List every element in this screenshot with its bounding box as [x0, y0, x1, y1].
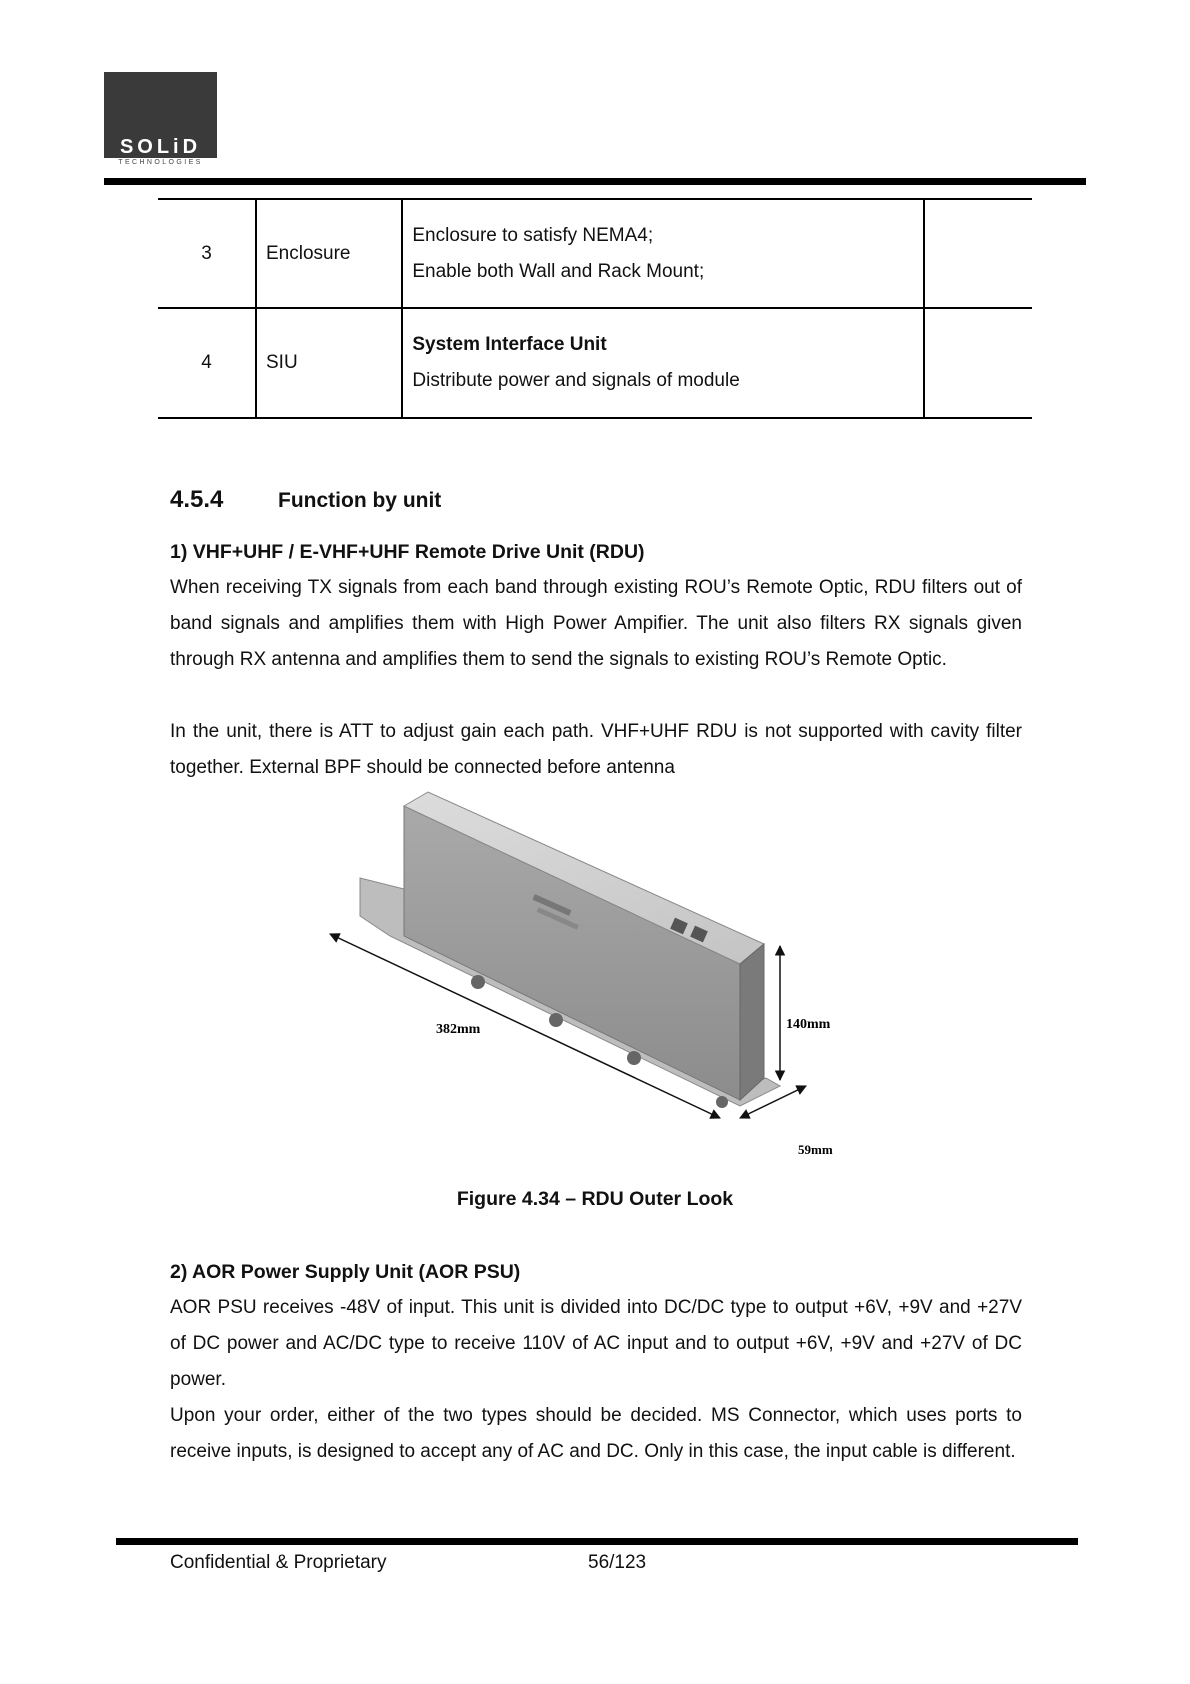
logo-subtitle: TECHNOLOGIES [118, 159, 203, 166]
row-description [402, 308, 924, 418]
table-row [158, 199, 1032, 308]
bolt [471, 975, 485, 989]
dimension-length-label: 382mm [436, 1022, 481, 1037]
desc-line: Enclosure to satisfy NEMA4; [412, 224, 654, 246]
psu-paragraph-1: AOR PSU receives -48V of input. This unit is divided into DC/DC type to output +6V, +9V and +27V of DC power and AC/DC type to receive 110V of AC input and to output +6V, +9V and +27V of DC power. [170, 1297, 1022, 1390]
enclosure-side [740, 944, 764, 1100]
dimension-depth-label: 59mm [798, 1142, 833, 1157]
desc-title: System Interface Unit [412, 334, 607, 355]
row-description [402, 199, 924, 308]
company-logo [104, 72, 217, 168]
footer-rule [116, 1538, 1078, 1545]
row-item: SIU [256, 308, 402, 418]
logo-block [104, 72, 217, 138]
bolt [627, 1051, 641, 1065]
section-heading [170, 486, 441, 514]
psu-paragraph-2: Upon your order, either of the two types should be decided. MS Connector, which uses ports to receive inputs, is designed to accept any of AC and DC. Only in this case, the input cable is different. [170, 1405, 1022, 1462]
rdu-figure [300, 786, 860, 1170]
dimension-height-label: 140mm [786, 1017, 831, 1032]
desc-line: Distribute power and signals of module [412, 370, 740, 391]
rdu-heading: 1) VHF+UHF / E-VHF+UHF Remote Drive Unit (RDU) [170, 541, 645, 563]
rdu-paragraph-2: In the unit, there is ATT to adjust gain each path. VHF+UHF RDU is not supported with cavity filter together. External BPF should be connected before antenna [170, 721, 1022, 778]
section-number: 4.5.4 [170, 486, 224, 513]
table-row [158, 308, 1032, 418]
bolt [549, 1013, 563, 1027]
enclosure-front [404, 806, 740, 1100]
spec-table [158, 198, 1032, 419]
footer-confidential: Confidential & Proprietary [170, 1552, 387, 1573]
figure-caption: Figure 4.34 – RDU Outer Look [456, 1188, 734, 1210]
row-number: 3 [158, 199, 256, 308]
row-remark [924, 199, 1032, 308]
page-number: 56/123 [588, 1552, 647, 1573]
header-rule [104, 178, 1086, 185]
section-title: Function by unit [278, 489, 442, 512]
row-number: 4 [158, 308, 256, 418]
rdu-paragraph-1: When receiving TX signals from each band through existing ROU’s Remote Optic, RDU filters out of band signals and amplifies them with High Power Ampifier. The unit also filters RX signals given through RX antenna and amplifies them to send the signals to existing ROU’s Remote Optic. [170, 577, 1022, 670]
logo-text: SOLiD [104, 136, 217, 158]
desc-line: Enable both Wall and Rack Mount; [412, 260, 705, 282]
bolt [716, 1096, 728, 1108]
psu-heading: 2) AOR Power Supply Unit (AOR PSU) [170, 1261, 521, 1283]
row-remark [924, 308, 1032, 418]
row-item: Enclosure [256, 199, 402, 308]
